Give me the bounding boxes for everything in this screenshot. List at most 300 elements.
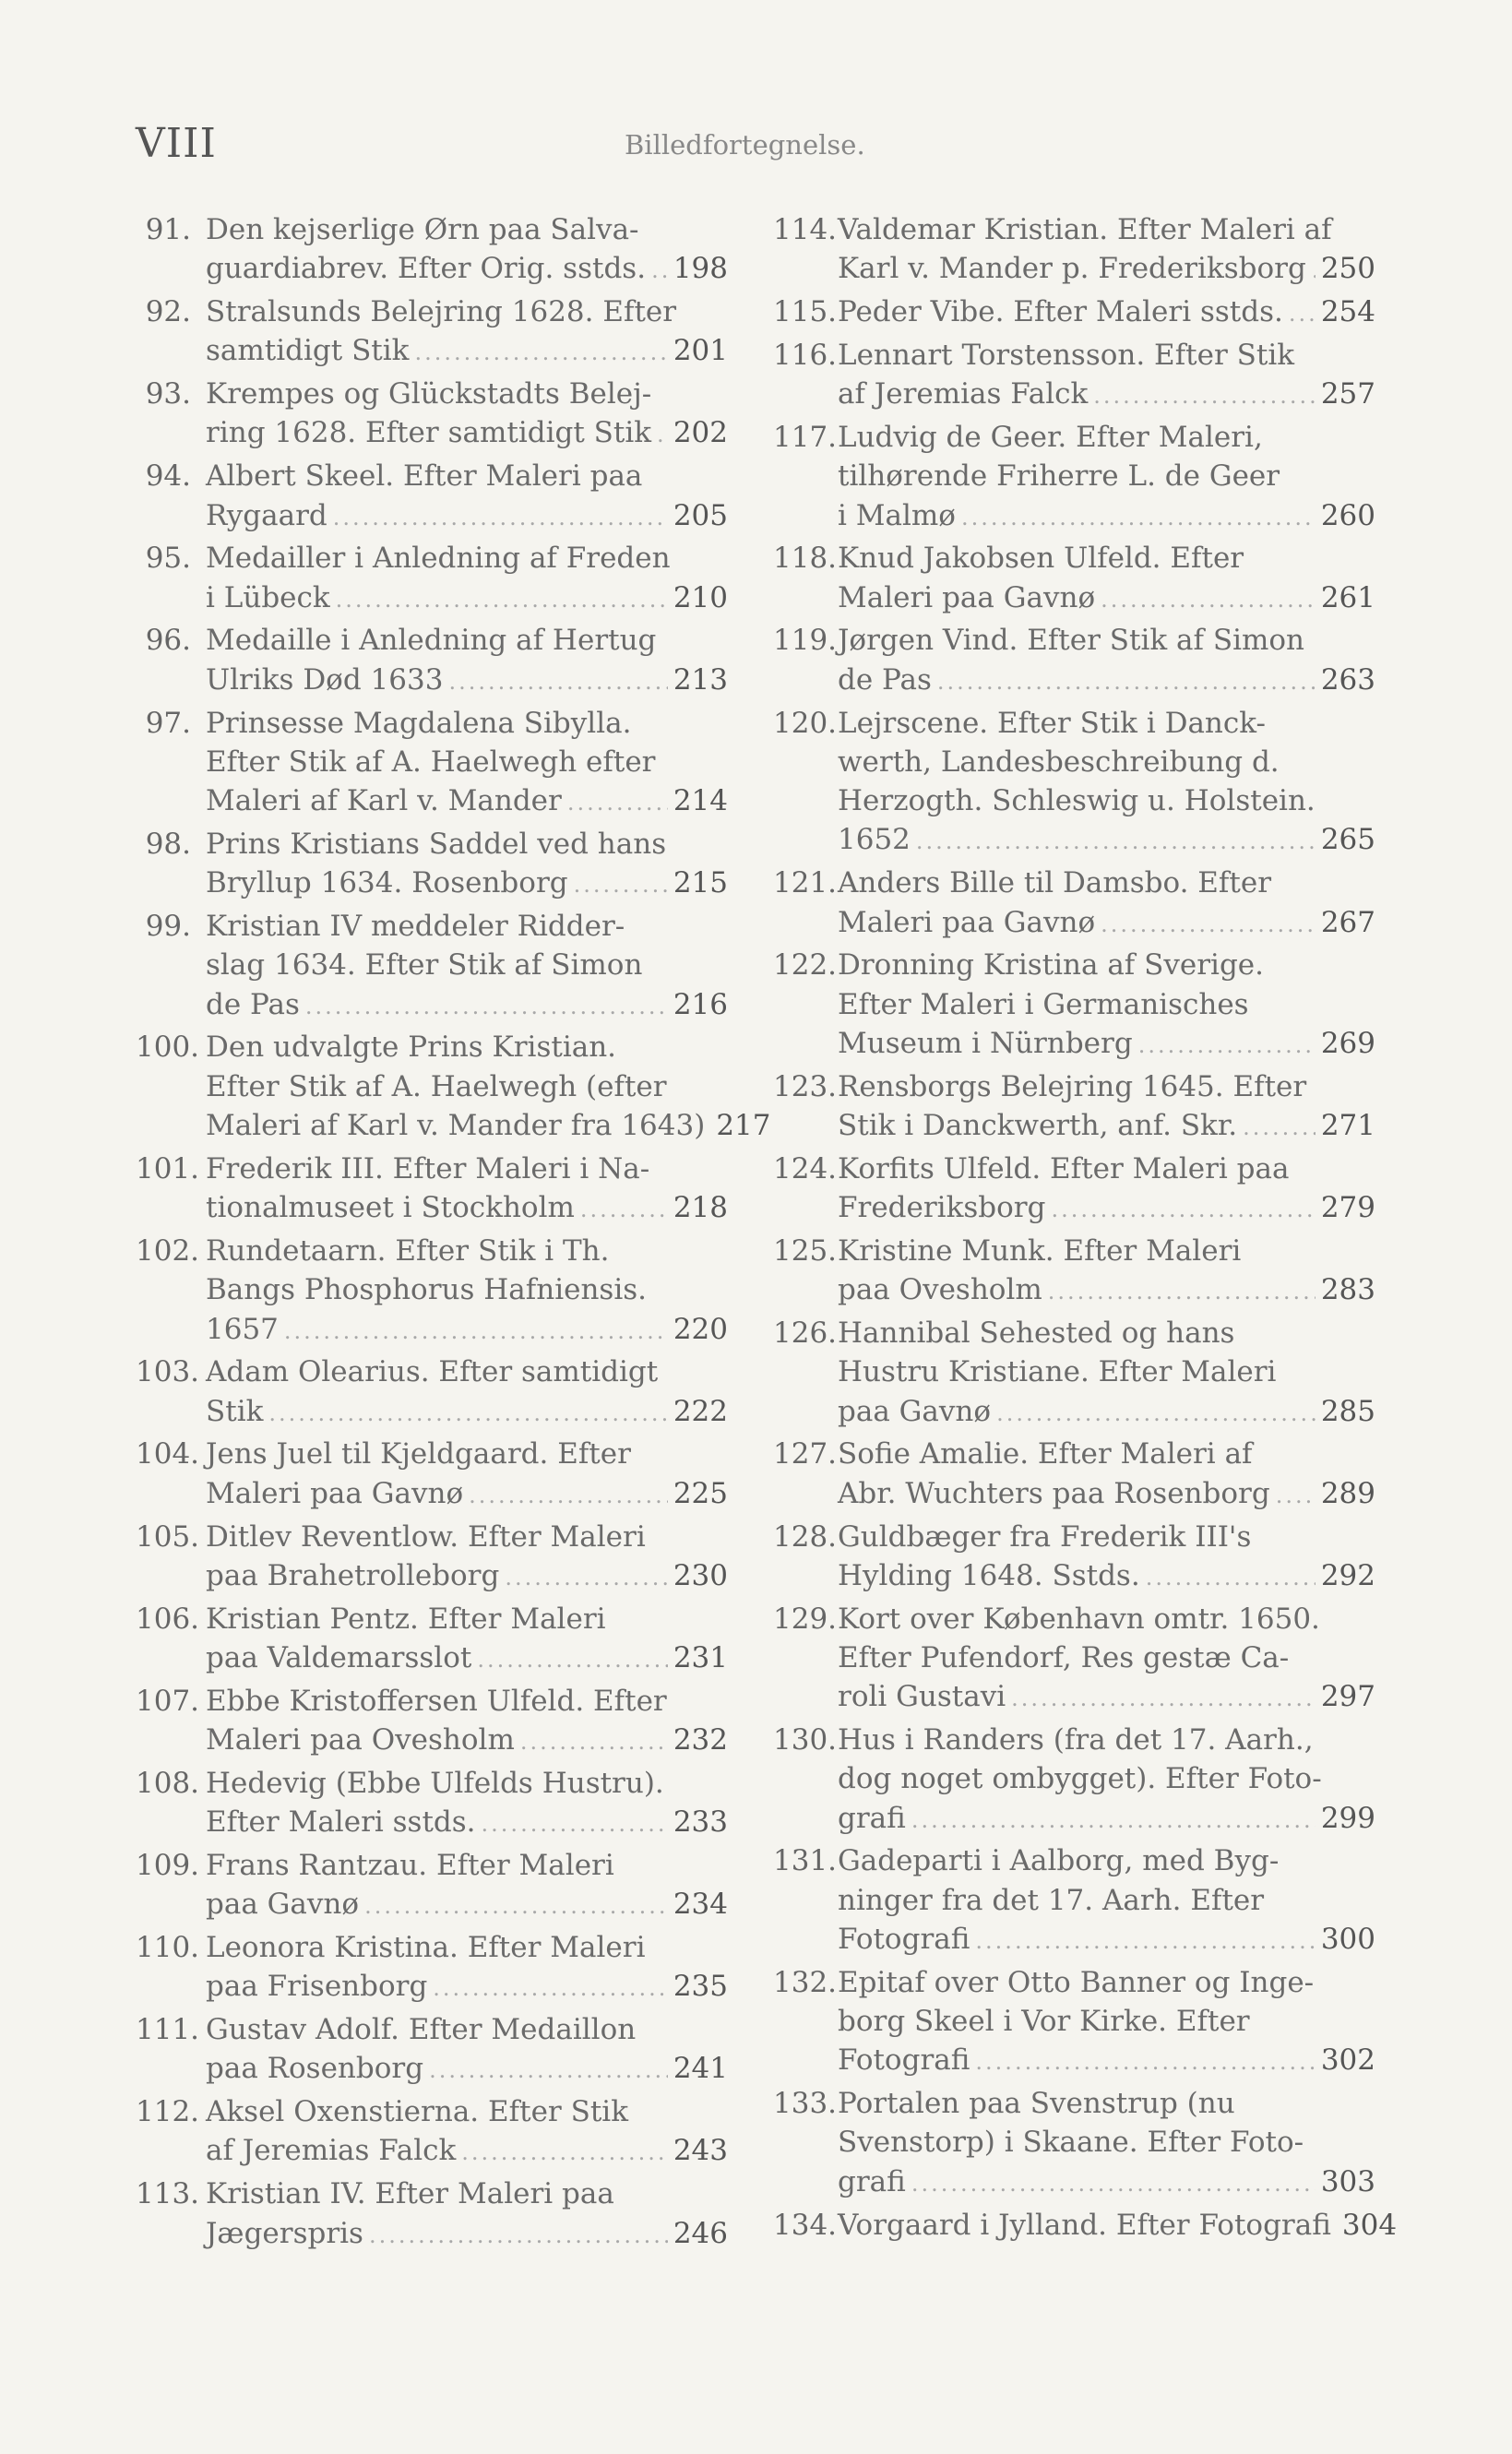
entry-body bbox=[206, 907, 728, 1026]
entry-page: 222 bbox=[673, 1394, 728, 1428]
entry-text-line: Jørgen Vind. Efter Stik af Simon bbox=[838, 624, 1305, 658]
dot-leader bbox=[975, 1922, 1315, 1960]
entry-text-line: Museum i Nürnberg bbox=[838, 1026, 1133, 1060]
entry-page: 271 bbox=[1320, 1109, 1375, 1143]
entry-text-line: ninger fra det 17. Aarh. Efter bbox=[838, 1883, 1265, 1917]
entry-body bbox=[838, 1721, 1375, 1840]
entry-page: 202 bbox=[673, 416, 728, 450]
entry-number: 100. bbox=[136, 1030, 200, 1065]
entry-body bbox=[838, 1518, 1375, 1598]
entry-page: 233 bbox=[673, 1805, 728, 1840]
dot-leader bbox=[505, 1558, 667, 1597]
entry-page: 297 bbox=[1320, 1680, 1375, 1714]
list-item bbox=[773, 1067, 1375, 1148]
list-item bbox=[773, 210, 1375, 291]
entry-page: 201 bbox=[673, 334, 728, 368]
entry-body bbox=[206, 1352, 728, 1433]
entry-text-line: ring 1628. Efter samtidigt Stik bbox=[206, 416, 652, 450]
entry-text-line: Kristine Munk. Efter Maleri bbox=[838, 1233, 1242, 1268]
entry-text-line: Epitaf over Otto Banner og Inge- bbox=[838, 1965, 1315, 1999]
entry-body bbox=[206, 825, 728, 905]
list-item bbox=[136, 1682, 728, 1762]
dot-leader bbox=[916, 822, 1316, 861]
entry-page: 214 bbox=[673, 784, 728, 818]
dot-leader bbox=[1276, 1476, 1316, 1515]
list-item bbox=[773, 864, 1375, 944]
entry-page: 302 bbox=[1320, 2043, 1375, 2078]
entry-text-line: Adam Olearius. Efter samtidigt bbox=[206, 1355, 659, 1389]
entry-text-line: de Pas bbox=[206, 987, 300, 1021]
entry-page: 269 bbox=[1320, 1026, 1375, 1060]
entry-number: 96. bbox=[145, 624, 191, 658]
dot-leader bbox=[369, 2216, 668, 2255]
entry-text-line: Leonora Kristina. Efter Maleri bbox=[206, 1930, 646, 1964]
list-item bbox=[136, 539, 728, 619]
entry-page: 265 bbox=[1320, 823, 1375, 857]
entry-number: 112. bbox=[136, 2095, 200, 2129]
entry-text-line: Svenstorp) i Skaane. Efter Foto- bbox=[838, 2126, 1304, 2160]
dot-leader bbox=[996, 1394, 1316, 1433]
entry-text-line: af Jeremias Falck bbox=[838, 377, 1089, 411]
entry-text-line: paa Gavnø bbox=[838, 1394, 992, 1428]
dot-leader bbox=[1243, 1108, 1316, 1147]
entry-page: 304 bbox=[1341, 2208, 1398, 2242]
entry-text-line: Herzogth. Schleswig u. Holstein. bbox=[838, 784, 1316, 818]
entry-body bbox=[838, 210, 1375, 291]
list-item bbox=[773, 1232, 1375, 1312]
entry-body bbox=[206, 375, 728, 455]
entry-text-line: Sofie Amalie. Efter Maleri af bbox=[838, 1437, 1253, 1471]
entry-text-line: Abr. Wuchters paa Rosenborg bbox=[838, 1476, 1270, 1510]
entry-text-line: i Lübeck bbox=[206, 580, 330, 614]
entry-text-line: Medailler i Anledning af Freden bbox=[206, 542, 671, 576]
entry-number: 118. bbox=[773, 542, 838, 576]
entry-page: 215 bbox=[673, 866, 728, 900]
entry-text-line: Efter Stik af A. Haelwegh efter bbox=[206, 745, 656, 779]
dot-leader bbox=[448, 662, 667, 701]
entry-number: 125. bbox=[773, 1233, 838, 1268]
entry-text-line: tionalmuseet i Stockholm bbox=[206, 1191, 575, 1225]
list-item bbox=[136, 375, 728, 455]
entry-number: 116. bbox=[773, 338, 838, 372]
page-title: Billedfortegnelse. bbox=[625, 129, 865, 161]
entry-number: 117. bbox=[773, 420, 838, 454]
entry-body bbox=[206, 1682, 728, 1762]
entry-text-line: Stik i Danckwerth, anf. Skr. bbox=[838, 1109, 1238, 1143]
entry-text-line: af Jeremias Falck bbox=[206, 2134, 457, 2168]
entry-text-line: Valdemar Kristian. Efter Maleri af bbox=[838, 213, 1332, 246]
entry-text-line: dog noget ombygget). Efter Foto- bbox=[838, 1762, 1322, 1796]
dot-leader bbox=[961, 498, 1316, 537]
entry-body bbox=[206, 1518, 728, 1598]
list-item bbox=[773, 539, 1375, 619]
dot-leader bbox=[1289, 294, 1316, 333]
entry-text-line: Kristian IV meddeler Ridder- bbox=[206, 910, 625, 944]
entry-body bbox=[206, 1764, 728, 1844]
entry-text-line: Maleri paa Gavnø bbox=[838, 580, 1096, 614]
list-item bbox=[136, 2174, 728, 2255]
entry-page: 261 bbox=[1320, 580, 1375, 614]
entry-number: 101. bbox=[136, 1151, 200, 1185]
entry-text-line: grafi bbox=[838, 2164, 906, 2198]
entry-text-line: paa Gavnø bbox=[206, 1888, 360, 1922]
entry-number: 121. bbox=[773, 866, 838, 900]
entry-number: 131. bbox=[773, 1844, 838, 1878]
entry-page: 260 bbox=[1320, 498, 1375, 532]
entry-text-line: Rundetaarn. Efter Stik i Th. bbox=[206, 1233, 610, 1268]
entry-text-line: Den kejserlige Ørn paa Salva- bbox=[206, 213, 639, 246]
list-item bbox=[773, 292, 1375, 333]
list-item bbox=[773, 1841, 1375, 1960]
list-item bbox=[773, 2206, 1398, 2246]
entry-text-line: Hustru Kristiane. Efter Maleri bbox=[838, 1355, 1277, 1389]
entry-body bbox=[206, 1028, 771, 1147]
entry-text-line: samtidigt Stik bbox=[206, 334, 410, 368]
entry-text-line: paa Brahetrolleborg bbox=[206, 1558, 500, 1592]
entry-text-line: paa Valdemarsslot bbox=[206, 1640, 472, 1674]
entry-text-line: Frederiksborg bbox=[838, 1191, 1046, 1225]
dot-leader bbox=[657, 415, 668, 454]
entry-text-line: Krempes og Glückstadts Belej- bbox=[206, 377, 652, 411]
dot-leader bbox=[975, 2043, 1315, 2081]
entry-text-line: Stralsunds Belejring 1628. Efter bbox=[206, 295, 677, 329]
entry-number: 115. bbox=[773, 295, 838, 329]
left-column bbox=[136, 210, 771, 2257]
entry-body bbox=[838, 2206, 1398, 2246]
list-item bbox=[773, 621, 1375, 701]
entry-number: 127. bbox=[773, 1437, 838, 1471]
entry-body bbox=[206, 621, 728, 701]
entry-text-line: Bangs Phosphorus Hafniensis. bbox=[206, 1273, 648, 1307]
list-item bbox=[136, 1150, 728, 1230]
entry-text-line: Maleri af Karl v. Mander bbox=[206, 784, 562, 818]
entry-body bbox=[838, 1841, 1375, 1960]
entry-text-line: roli Gustavi bbox=[838, 1680, 1006, 1714]
list-item bbox=[773, 1600, 1375, 1719]
dot-leader bbox=[580, 1190, 668, 1229]
entry-number: 98. bbox=[145, 827, 191, 861]
list-item bbox=[773, 1963, 1375, 2082]
entry-number: 129. bbox=[773, 1602, 838, 1636]
entry-text-line: Kort over København omtr. 1650. bbox=[838, 1602, 1320, 1636]
entry-number: 110. bbox=[136, 1930, 200, 1964]
list-item bbox=[136, 1435, 728, 1515]
entry-text-line: Bryllup 1634. Rosenborg bbox=[206, 866, 568, 900]
entry-text-line: Rensborgs Belejring 1645. Efter bbox=[838, 1069, 1307, 1103]
entry-text-line: tilhørende Friherre L. de Geer bbox=[838, 459, 1280, 494]
entry-number: 126. bbox=[773, 1316, 838, 1351]
list-item bbox=[136, 1232, 728, 1351]
entry-text-line: Medaille i Anledning af Hertug bbox=[206, 624, 657, 658]
list-item bbox=[136, 292, 728, 373]
entry-text-line: Prinsesse Magdalena Sibylla. bbox=[206, 706, 632, 740]
list-item bbox=[773, 1435, 1375, 1515]
entry-text-line: guardiabrev. Efter Orig. sstds. bbox=[206, 252, 647, 286]
entry-page: 220 bbox=[673, 1312, 728, 1346]
entry-number: 134. bbox=[773, 2208, 838, 2242]
entry-text-line: Ulriks Død 1633 bbox=[206, 662, 444, 697]
entry-page: 254 bbox=[1320, 295, 1375, 329]
entry-text-line: Frans Rantzau. Efter Maleri bbox=[206, 1848, 614, 1882]
list-item bbox=[136, 1518, 728, 1598]
entry-number: 132. bbox=[773, 1965, 838, 1999]
list-item bbox=[136, 1928, 728, 2008]
list-item bbox=[136, 210, 728, 291]
entry-body bbox=[838, 864, 1375, 944]
list-item bbox=[136, 457, 728, 537]
entry-text-line: Lejrscene. Efter Stik i Danck- bbox=[838, 706, 1266, 740]
entry-text-line: Stik bbox=[206, 1394, 264, 1428]
entry-page: 250 bbox=[1320, 252, 1375, 286]
entry-body bbox=[838, 418, 1375, 537]
entry-page: 267 bbox=[1320, 905, 1375, 939]
entry-number: 92. bbox=[145, 295, 191, 329]
list-item bbox=[773, 704, 1375, 862]
entry-number: 114. bbox=[773, 213, 838, 246]
list-item bbox=[136, 1352, 728, 1433]
entry-text-line: Efter Maleri i Germanisches bbox=[838, 987, 1249, 1021]
entry-number: 94. bbox=[145, 459, 191, 494]
entry-text-line: Anders Bille til Damsbo. Efter bbox=[838, 866, 1272, 900]
dot-leader bbox=[1101, 580, 1316, 619]
list-item bbox=[136, 2010, 728, 2091]
entry-body bbox=[206, 1846, 728, 1926]
dot-leader bbox=[567, 783, 668, 822]
entry-text-line: 1657 bbox=[206, 1312, 279, 1346]
entry-page: 213 bbox=[673, 662, 728, 697]
entry-number: 130. bbox=[773, 1722, 838, 1757]
entry-text-line: Gadeparti i Aalborg, med Byg- bbox=[838, 1844, 1280, 1878]
entry-number: 122. bbox=[773, 948, 838, 983]
entry-page: 216 bbox=[673, 987, 728, 1021]
page-number: VIII bbox=[136, 120, 217, 167]
entry-text-line: de Pas bbox=[838, 662, 932, 697]
entry-text-line: Frederik III. Efter Maleri i Na- bbox=[206, 1151, 650, 1185]
entry-page: 232 bbox=[673, 1722, 728, 1757]
entry-number: 91. bbox=[145, 213, 191, 246]
page-header bbox=[136, 120, 1363, 175]
entry-text-line: Peder Vibe. Efter Maleri sstds. bbox=[838, 295, 1283, 329]
entry-body bbox=[206, 292, 728, 373]
entry-text-line: Ditlev Reventlow. Efter Maleri bbox=[206, 1519, 646, 1554]
entry-text-line: Maleri paa Ovesholm bbox=[206, 1722, 515, 1757]
entry-body bbox=[838, 1963, 1375, 2082]
entry-number: 108. bbox=[136, 1766, 200, 1800]
list-item bbox=[773, 1518, 1375, 1598]
dot-leader bbox=[651, 251, 668, 290]
dot-leader bbox=[268, 1394, 667, 1433]
dot-leader bbox=[1093, 376, 1316, 415]
entry-number: 102. bbox=[136, 1233, 200, 1268]
entry-text-line: Lennart Torstensson. Efter Stik bbox=[838, 338, 1295, 372]
entry-body bbox=[838, 1150, 1375, 1230]
dot-leader bbox=[477, 1640, 667, 1679]
list-item bbox=[773, 336, 1375, 416]
entry-number: 133. bbox=[773, 2087, 838, 2121]
entry-page: 246 bbox=[673, 2216, 728, 2250]
entry-number: 95. bbox=[145, 542, 191, 576]
entry-text-line: i Malmø bbox=[838, 498, 956, 532]
dot-leader bbox=[336, 580, 668, 619]
entry-page: 230 bbox=[673, 1558, 728, 1592]
entry-body bbox=[206, 704, 728, 823]
entry-text-line: borg Skeel i Vor Kirke. Efter bbox=[838, 2005, 1250, 2039]
entry-text-line: Knud Jakobsen Ulfeld. Efter bbox=[838, 542, 1244, 576]
dot-leader bbox=[937, 662, 1316, 701]
dot-leader bbox=[520, 1722, 668, 1761]
entry-text-line: 1652 bbox=[838, 823, 911, 857]
entry-text-line: Kristian IV. Efter Maleri paa bbox=[206, 2177, 614, 2211]
entry-page: 231 bbox=[673, 1640, 728, 1674]
entry-page: 198 bbox=[673, 252, 728, 286]
list-item bbox=[136, 1846, 728, 1926]
entry-text-line: paa Frisenborg bbox=[206, 1970, 428, 2004]
entry-text-line: Dronning Kristina af Sverige. bbox=[838, 948, 1265, 983]
entry-text-line: Jægerspris bbox=[206, 2216, 363, 2250]
entry-body bbox=[838, 292, 1375, 333]
entry-text-line: Ludvig de Geer. Efter Maleri, bbox=[838, 420, 1263, 454]
list-item bbox=[136, 621, 728, 701]
entry-page: 205 bbox=[673, 498, 728, 532]
entry-page: 257 bbox=[1320, 377, 1375, 411]
entry-text-line: Karl v. Mander p. Frederiksborg bbox=[838, 252, 1306, 286]
entry-number: 109. bbox=[136, 1848, 200, 1882]
list-item bbox=[773, 418, 1375, 537]
entry-text-line: Prins Kristians Saddel ved hans bbox=[206, 827, 667, 861]
dot-leader bbox=[482, 1805, 668, 1843]
entry-text-line: Maleri af Karl v. Mander fra 1643) bbox=[206, 1109, 706, 1143]
entry-page: 285 bbox=[1320, 1394, 1375, 1428]
entry-page: 234 bbox=[673, 1888, 728, 1922]
entry-body bbox=[206, 1150, 728, 1230]
list-item bbox=[136, 1764, 728, 1844]
entry-number: 97. bbox=[145, 706, 191, 740]
list-item bbox=[773, 946, 1375, 1065]
entry-text-line: Jens Juel til Kjeldgaard. Efter bbox=[206, 1437, 631, 1471]
entry-text-line: Hylding 1648. Sstds. bbox=[838, 1558, 1140, 1592]
dot-leader bbox=[461, 2133, 668, 2172]
list-item bbox=[136, 1028, 771, 1147]
entry-page: 300 bbox=[1320, 1922, 1375, 1956]
entry-body bbox=[838, 539, 1375, 619]
list-item bbox=[136, 1600, 728, 1680]
entry-number: 99. bbox=[145, 910, 191, 944]
entry-number: 105. bbox=[136, 1519, 200, 1554]
dot-leader bbox=[1048, 1272, 1316, 1311]
entry-body bbox=[206, 539, 728, 619]
list-item bbox=[136, 825, 728, 905]
entry-text-line: Kristian Pentz. Efter Maleri bbox=[206, 1602, 606, 1636]
entry-body bbox=[838, 1314, 1375, 1433]
entry-body bbox=[206, 1600, 728, 1680]
entry-page: 241 bbox=[673, 2052, 728, 2086]
entry-number: 128. bbox=[773, 1519, 838, 1554]
entry-body bbox=[838, 1232, 1375, 1312]
entry-body bbox=[838, 1600, 1375, 1719]
entry-text-line: grafi bbox=[838, 1801, 906, 1835]
entry-number: 106. bbox=[136, 1602, 200, 1636]
entry-text-line: Portalen paa Svenstrup (nu bbox=[838, 2087, 1235, 2121]
dot-leader bbox=[1146, 1558, 1316, 1597]
entry-text-line: Efter Maleri sstds. bbox=[206, 1805, 476, 1840]
dot-leader bbox=[1138, 1026, 1316, 1065]
list-item bbox=[136, 704, 728, 823]
entry-number: 119. bbox=[773, 624, 838, 658]
entry-text-line: Den udvalgte Prins Kristian. bbox=[206, 1030, 617, 1065]
entry-text-line: Maleri paa Gavnø bbox=[206, 1476, 464, 1510]
entry-text-line: Vorgaard i Jylland. Efter Fotografi bbox=[838, 2208, 1331, 2242]
list-item bbox=[136, 907, 728, 1026]
entry-page: 292 bbox=[1320, 1558, 1375, 1592]
entry-body bbox=[206, 210, 728, 291]
entry-text-line: Fotografi bbox=[838, 2043, 970, 2078]
entry-text-line: Guldbæger fra Frederik III's bbox=[838, 1519, 1252, 1554]
list-item bbox=[773, 2084, 1375, 2203]
entry-page: 303 bbox=[1320, 2164, 1375, 2198]
entry-number: 103. bbox=[136, 1355, 200, 1389]
entry-number: 93. bbox=[145, 377, 191, 411]
entry-page: 243 bbox=[673, 2134, 728, 2168]
list-item bbox=[773, 1150, 1375, 1230]
entry-text-line: Gustav Adolf. Efter Medaillon bbox=[206, 2013, 637, 2047]
entry-number: 107. bbox=[136, 1684, 200, 1718]
entry-text-line: Efter Stik af A. Haelwegh (efter bbox=[206, 1069, 667, 1103]
entry-body bbox=[838, 704, 1375, 862]
list-item bbox=[773, 1721, 1375, 1840]
entry-body bbox=[838, 621, 1375, 701]
entry-body bbox=[206, 2174, 728, 2255]
dot-leader bbox=[429, 2051, 668, 2090]
dot-leader bbox=[414, 333, 667, 372]
list-item bbox=[773, 1314, 1375, 1433]
entry-body bbox=[206, 1435, 728, 1515]
entry-page: 279 bbox=[1320, 1191, 1375, 1225]
entry-body bbox=[206, 1232, 728, 1351]
entry-text-line: Aksel Oxenstierna. Efter Stik bbox=[206, 2095, 628, 2129]
entry-number: 113. bbox=[136, 2177, 200, 2211]
right-column bbox=[773, 210, 1398, 2248]
dot-leader bbox=[1011, 1679, 1316, 1718]
entry-body bbox=[206, 457, 728, 537]
entry-body bbox=[206, 2010, 728, 2091]
entry-text-line: Hus i Randers (fra det 17. Aarh., bbox=[838, 1722, 1314, 1757]
dot-leader bbox=[574, 865, 668, 904]
dot-leader bbox=[305, 987, 668, 1026]
entry-text-line: werth, Landesbeschreibung d. bbox=[838, 745, 1280, 779]
entry-page: 210 bbox=[673, 580, 728, 614]
entry-body bbox=[206, 1928, 728, 2008]
dot-leader bbox=[1101, 905, 1316, 944]
list-item bbox=[136, 2092, 728, 2173]
entry-body bbox=[838, 1435, 1375, 1515]
entry-number: 124. bbox=[773, 1151, 838, 1185]
dot-leader bbox=[433, 1969, 668, 2007]
entry-text-line: Korfits Ulfeld. Efter Maleri paa bbox=[838, 1151, 1290, 1185]
entry-number: 111. bbox=[136, 2013, 200, 2047]
entry-body bbox=[838, 336, 1375, 416]
entry-page: 299 bbox=[1320, 1801, 1375, 1835]
dot-leader bbox=[284, 1312, 668, 1351]
dot-leader bbox=[333, 498, 668, 537]
dot-leader bbox=[911, 1801, 1316, 1840]
entry-page: 263 bbox=[1320, 662, 1375, 697]
entry-text-line: Ebbe Kristoffersen Ulfeld. Efter bbox=[206, 1684, 667, 1718]
entry-text-line: Albert Skeel. Efter Maleri paa bbox=[206, 459, 643, 494]
entry-page: 225 bbox=[673, 1476, 728, 1510]
dot-leader bbox=[469, 1476, 668, 1515]
entry-page: 289 bbox=[1320, 1476, 1375, 1510]
entry-text-line: Rygaard bbox=[206, 498, 327, 532]
